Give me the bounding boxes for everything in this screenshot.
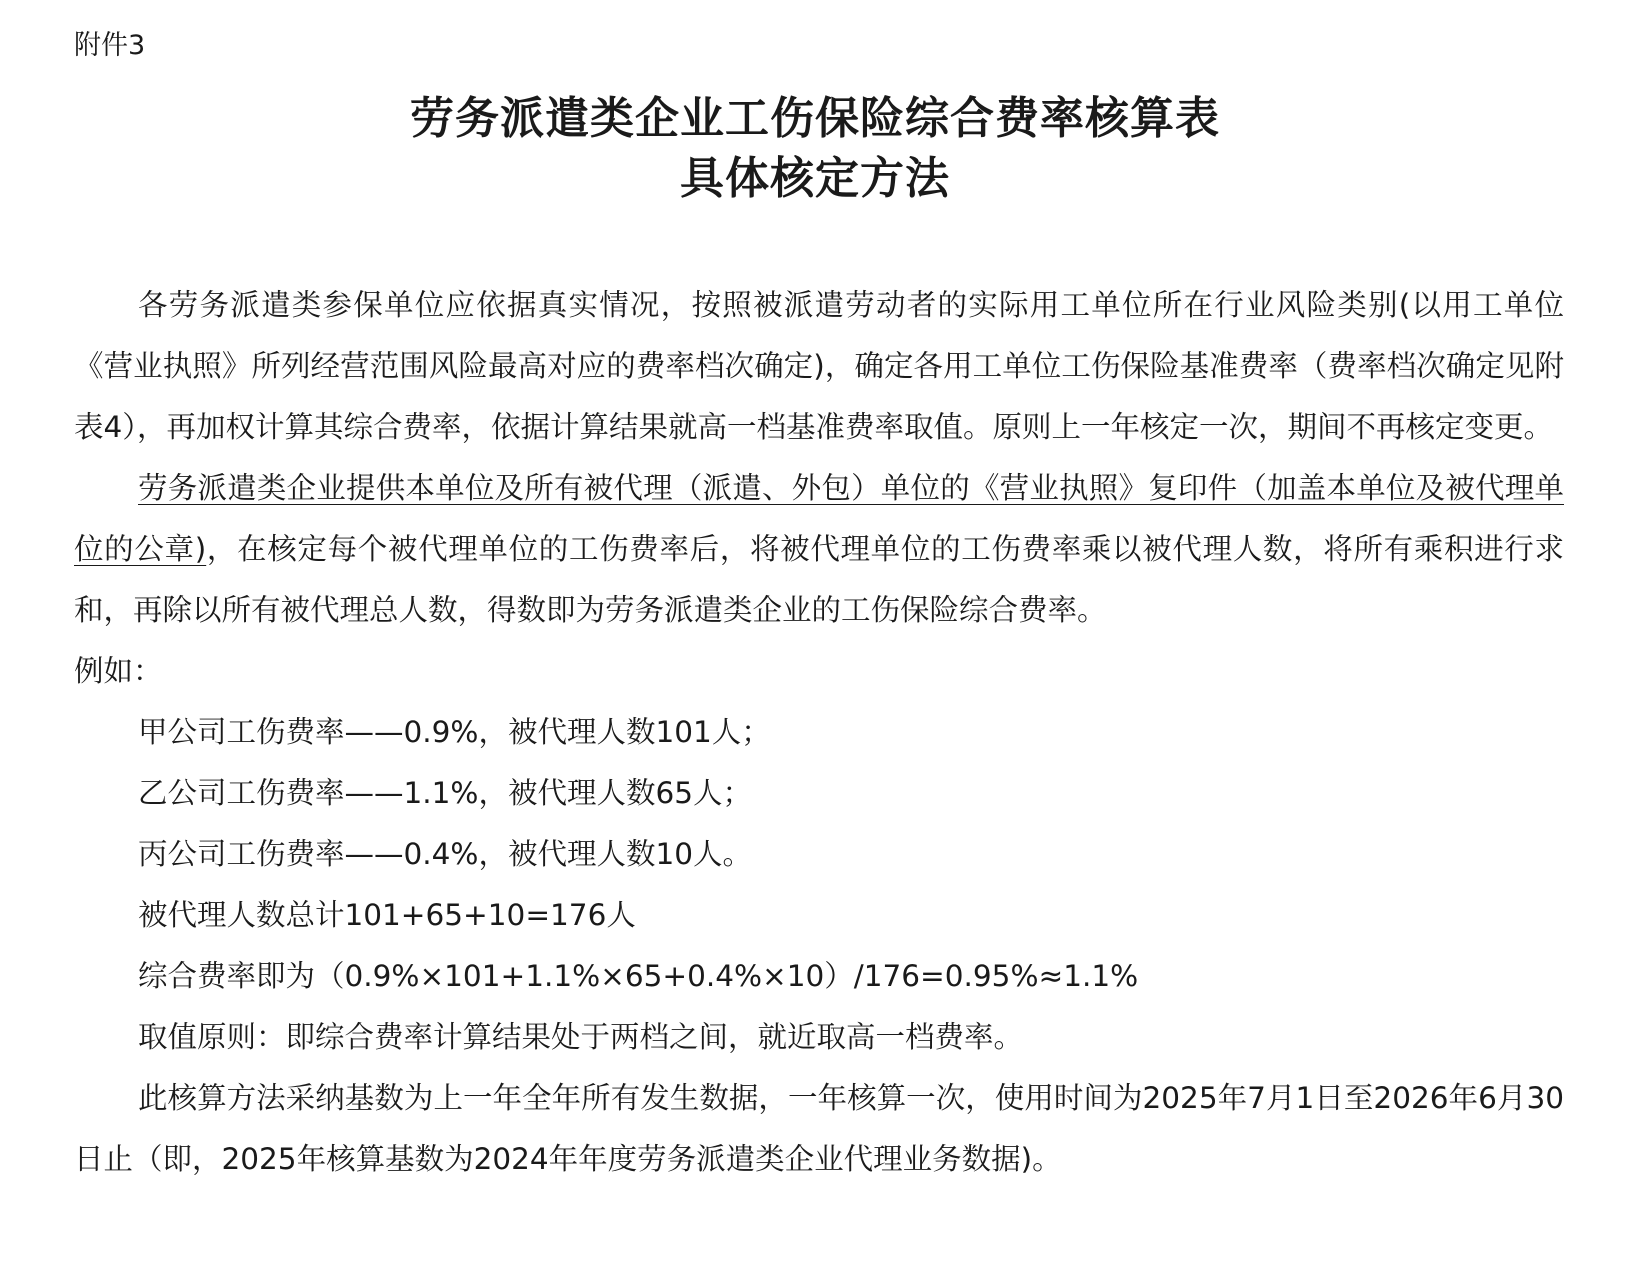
- attachment-label: 附件3: [74, 30, 146, 61]
- example-label: 例如：: [74, 654, 163, 688]
- document-body: [74, 275, 1564, 1190]
- document-title-line-1: 劳务派遣类企业工伤保险综合费率核算表: [410, 93, 1220, 144]
- example-company-c: 丙公司工伤费率——0.4%，被代理人数10人。: [138, 837, 752, 871]
- document-title-line-2: 具体核定方法: [680, 153, 950, 204]
- example-company-b: 乙公司工伤费率——1.1%，被代理人数65人；: [138, 776, 752, 810]
- paragraph-calculation-method: [74, 458, 1564, 641]
- composite-rate-formula: 综合费率即为（0.9%×101+1.1%×65+0.4%×10）/176=0.95%≈1.1%: [138, 959, 1139, 993]
- rounding-principle: 取值原则：即综合费率计算结果处于两档之间，就近取高一档费率。: [138, 1020, 1024, 1054]
- example-company-a: 甲公司工伤费率——0.9%，被代理人数101人；: [138, 715, 771, 749]
- calculation-method-text: ，在核定每个被代理单位的工伤费率后，将被代理单位的工伤费率乘以被代理人数，将所有乘积进行求和，再除以所有被代理总人数，得数即为劳务派遣类企业的工伤保险综合费率。: [74, 532, 1564, 627]
- total-headcount-line: 被代理人数总计101+65+10=176人: [138, 898, 636, 932]
- paragraph-rate-basis: 各劳务派遣类参保单位应依据真实情况，按照被派遣劳动者的实际用工单位所在行业风险类别(以用工单位《营业执照》所列经营范围风险最高对应的费率档次确定)，确定各用工单位工伤保险基准费率（费率档次确定见附表4），再加权计算其综合费率，依据计算结果就高一档基准费率取值。原则上一年核定一次，期间不再核定变更。: [74, 288, 1564, 444]
- underlined-requirement: 劳务派遣类企业提供本单位及所有被代理（派遣、外包）单位的《营业执照》复印件（加盖本单位及被代理单位的公章): [74, 471, 1564, 566]
- paragraph-validity-period: 此核算方法采纳基数为上一年全年所有发生数据，一年核算一次，使用时间为2025年7月1日至2026年6月30日止（即，2025年核算基数为2024年年度劳务派遣类企业代理业务数据)。: [74, 1081, 1564, 1176]
